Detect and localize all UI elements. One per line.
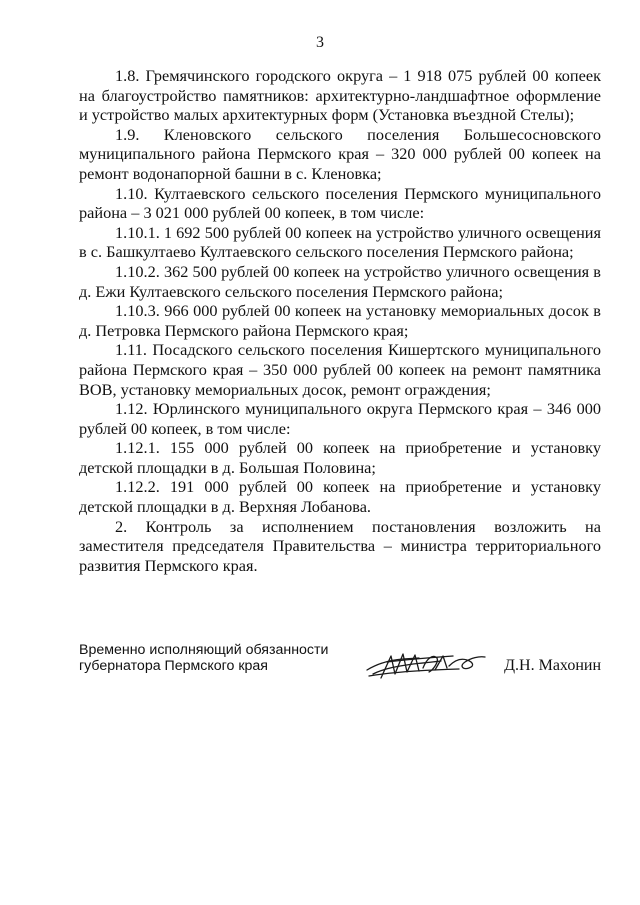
paragraph-1-11: 1.11. Посадского сельского поселения Кишертского муниципального района Пермского края – 350 000 рублей 00 копеек на ремонт памятника ВОВ, установку мемориальных досок, ремонт ограждения;	[79, 340, 601, 399]
signer-position	[79, 642, 349, 674]
paragraph-1-12-2: 1.12.2. 191 000 рублей 00 копеек на приобретение и установку детской площадки в д. Верхняя Лобанова.	[79, 477, 601, 517]
paragraph-1-9: 1.9. Кленовского сельского поселения Большесосновского муниципального района Пермского края – 320 000 рублей 00 копеек на ремонт водонапорной башни в с. Кленовка;	[79, 124, 601, 183]
paragraph-1-12-1: 1.12.1. 155 000 рублей 00 копеек на приобретение и установку детской площадки в д. Большая Половина;	[79, 438, 601, 477]
paragraph-2: 2. Контроль за исполнением постановления возложить на заместителя председателя Правительства – министра территориального развития Пермского края.	[79, 516, 601, 575]
handwritten-signature	[363, 644, 489, 684]
paragraph-1-8: 1.8. Гремячинского городского округа – 1 918 075 рублей 00 копеек на благоустройство памятников: архитектурно-ландшафтное оформление и устройство малых архитектурных форм (Установка въездной Стелы);	[79, 66, 601, 125]
paragraph-1-12: 1.12. Юрлинского муниципального округа Пермского края – 346 000 рублей 00 копеек, в том числе:	[79, 399, 601, 438]
document-body	[79, 66, 601, 575]
page-number: 3	[316, 34, 324, 51]
signer-name: Д.Н. Махонин	[504, 657, 601, 674]
signer-position-line-2: губернатора Пермского края	[79, 658, 268, 674]
signer-position-line-1: Временно исполняющий обязанности	[79, 642, 329, 658]
signature-block	[79, 642, 601, 692]
paragraph-1-10-3: 1.10.3. 966 000 рублей 00 копеек на установку мемориальных досок в д. Петровка Пермского района Пермского края;	[79, 301, 601, 340]
paragraph-1-10-1: 1.10.1. 1 692 500 рублей 00 копеек на устройство уличного освещения в с. Башкултаево Култаевского сельского поселения Пермского района;	[79, 222, 601, 262]
paragraph-1-10-2: 1.10.2. 362 500 рублей 00 копеек на устройство уличного освещения в д. Ежи Култаевского сельского поселения Пермского района;	[79, 261, 601, 301]
paragraph-1-10: 1.10. Култаевского сельского поселения Пермского муниципального района – 3 021 000 рублей 00 копеек, в том числе:	[79, 183, 601, 223]
